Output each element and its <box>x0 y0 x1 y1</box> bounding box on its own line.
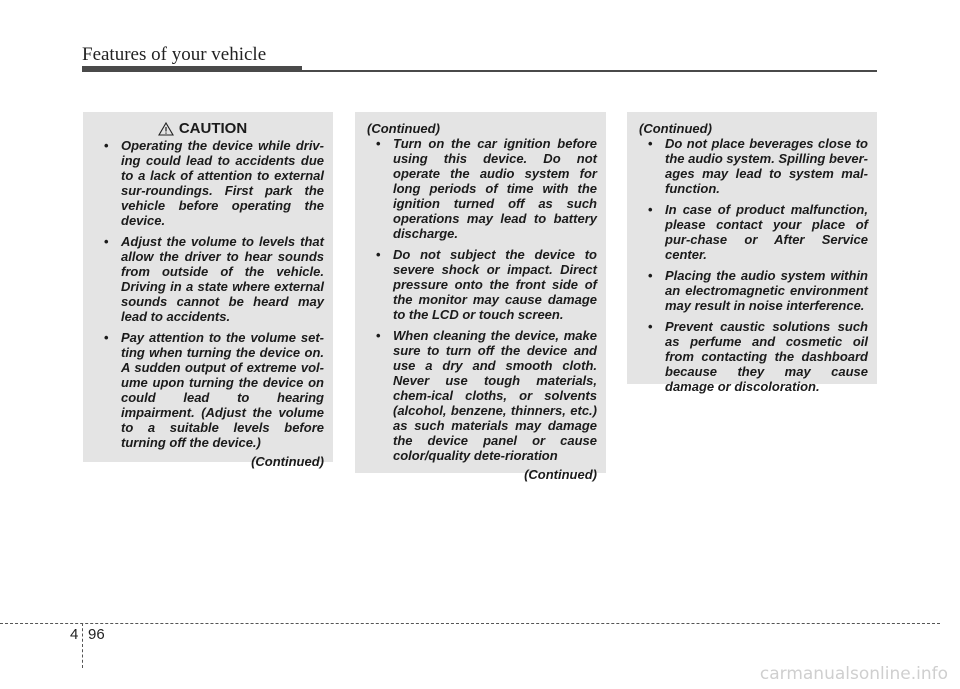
caution-label: CAUTION <box>178 120 248 137</box>
caution-item: • In case of product malfunction, please contact your place of pur-chase or After Service center. <box>639 202 868 262</box>
watermark: carmanualsonline.info <box>759 664 948 684</box>
footer-rule <box>0 623 940 624</box>
continued-heading: (Continued) <box>367 121 440 136</box>
caution-item: • Operating the device while driv-ing could lead to accidents due to a lack of attention to external sur-roundings. First park the vehicle before operating the device. <box>95 138 324 228</box>
caution-item: • When cleaning the device, make sure to turn off the device and use a dry and smooth cloth. Never use tough materials, chem-ical cloths, or solvents (alcohol, benzene, thinners, etc.) as such materials may damage the device panel or cause color/quality dete-rioration <box>367 328 597 463</box>
caution-item: • Pay attention to the volume set-ting when turning the device on. A sudden output of extreme vol-ume upon turning the device on could lead to hearing impairment. (Adjust the volume to a suitable levels before turning off the device.) <box>95 330 324 450</box>
caution-heading <box>95 121 324 136</box>
caution-item: • Do not place beverages close to the audio system. Spilling bever-ages may lead to system mal-function. <box>639 136 868 196</box>
continued-label: (Continued) <box>251 454 324 469</box>
chapter-number: 4 <box>70 626 79 643</box>
footer-divider <box>82 623 83 668</box>
caution-list <box>639 136 868 394</box>
continued-heading: (Continued) <box>639 121 712 136</box>
caution-box-continued <box>355 112 606 482</box>
caution-item: • Prevent caustic solutions such as perfume and cosmetic oil from contacting the dashboard because they may cause damage or discoloration. <box>639 319 868 394</box>
caution-list <box>95 138 324 450</box>
caution-box <box>83 112 333 469</box>
caution-item: • Do not subject the device to severe shock or impact. Direct pressure onto the front side of the monitor may cause damage to the LCD or touch screen. <box>367 247 597 322</box>
caution-item: • Turn on the car ignition before using this device. Do not operate the audio system for long periods of time with the ignition turned off as such operations may lead to battery discharge. <box>367 136 597 241</box>
caution-box-continued-2 <box>627 112 877 394</box>
caution-item: • Placing the audio system within an electromagnetic environment may result in noise interference. <box>639 268 868 313</box>
continued-label: (Continued) <box>524 467 597 482</box>
header-bar <box>82 66 302 72</box>
page-header-title: Features of your vehicle <box>82 44 267 65</box>
header-rule <box>302 70 877 72</box>
page-number: 96 <box>88 626 105 643</box>
caution-item: • Adjust the volume to levels that allow the driver to hear sounds from outside of the vehicle. Driving in a state where external sounds cannot be heard may lead to accidents. <box>95 234 324 324</box>
warning-triangle-icon <box>158 122 174 136</box>
caution-list <box>367 136 597 463</box>
